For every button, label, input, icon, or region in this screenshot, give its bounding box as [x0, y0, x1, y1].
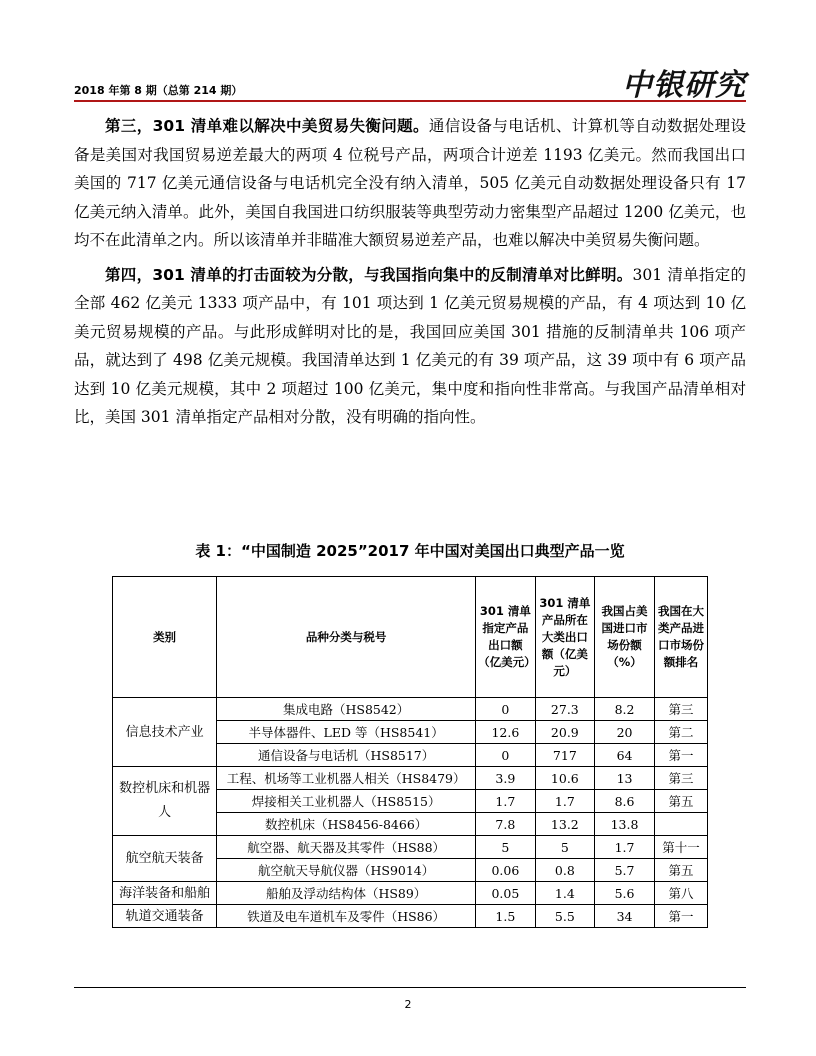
page-number: 2	[404, 998, 412, 1011]
brand-logo: 中银研究	[622, 68, 746, 103]
rank-cell: 第三	[654, 767, 707, 790]
category-cell: 数控机床和机器人	[113, 767, 217, 836]
paragraph-body: 通信设备与电话机、计算机等自动数据处理设备是美国对我国贸易逆差最大的两项 4 位税号产品，两项合计逆差 1193 亿美元。然而我国出口美国的 717 亿美元通信设备与电话机完全没有纳入清单，505 亿美元自动数据处理设备只有 17 亿美元纳入清单。此外，美国自我国进口纺织服装等典型劳动力密集型产品超过 1200 亿美元，也均不在此清单之内。所以该清单并非瞄准大额贸易逆差产品，也难以解决中美贸易失衡问题。	[74, 117, 746, 249]
value-cell: 20	[595, 721, 655, 744]
header-category-export: 301 清单产品所在大类出口额（亿美元）	[535, 577, 594, 698]
body-text	[74, 112, 746, 438]
paragraph-lead: 第四，301 清单的打击面较为分散，与我国指向集中的反制清单对比鲜明。	[105, 265, 633, 284]
value-cell: 1.7	[595, 836, 655, 859]
table-header-row	[113, 577, 708, 698]
value-cell: 0	[476, 698, 535, 721]
product-cell: 航空航天导航仪器（HS9014）	[217, 859, 476, 882]
rank-cell: 第一	[654, 744, 707, 767]
value-cell: 3.9	[476, 767, 535, 790]
rank-cell: 第五	[654, 859, 707, 882]
value-cell: 1.5	[476, 905, 535, 928]
value-cell: 13	[595, 767, 655, 790]
value-cell: 7.8	[476, 813, 535, 836]
header-category: 类别	[113, 577, 217, 698]
footer-divider	[74, 987, 746, 988]
value-cell: 34	[595, 905, 655, 928]
value-cell: 8.2	[595, 698, 655, 721]
value-cell: 5	[535, 836, 594, 859]
rank-cell: 第八	[654, 882, 707, 905]
product-cell: 通信设备与电话机（HS8517）	[217, 744, 476, 767]
product-cell: 半导体器件、LED 等（HS8541）	[217, 721, 476, 744]
product-cell: 焊接相关工业机器人（HS8515）	[217, 790, 476, 813]
product-cell: 航空器、航天器及其零件（HS88）	[217, 836, 476, 859]
product-cell: 铁道及电车道机车及零件（HS86）	[217, 905, 476, 928]
value-cell: 717	[535, 744, 594, 767]
table-row	[113, 767, 708, 790]
table-row	[113, 905, 708, 928]
paragraph-third-point	[74, 112, 746, 255]
category-cell: 信息技术产业	[113, 698, 217, 767]
rank-cell: 第三	[654, 698, 707, 721]
value-cell: 5.5	[535, 905, 594, 928]
table-row	[113, 882, 708, 905]
value-cell: 0.06	[476, 859, 535, 882]
value-cell: 13.2	[535, 813, 594, 836]
header-share-rank: 我国在大类产品进口市场份额排名	[654, 577, 707, 698]
value-cell: 5.6	[595, 882, 655, 905]
value-cell: 27.3	[535, 698, 594, 721]
value-cell: 5	[476, 836, 535, 859]
value-cell: 0.8	[535, 859, 594, 882]
value-cell: 13.8	[595, 813, 655, 836]
value-cell: 20.9	[535, 721, 594, 744]
paragraph-lead: 第三，301 清单难以解决中美贸易失衡问题。	[105, 117, 429, 135]
table-row	[113, 836, 708, 859]
value-cell: 0.05	[476, 882, 535, 905]
header-divider	[74, 100, 746, 102]
table-title: 表 1：“中国制造 2025”2017 年中国对美国出口典型产品一览	[195, 542, 625, 560]
product-cell: 工程、机场等工业机器人相关（HS8479）	[217, 767, 476, 790]
page-header	[74, 60, 746, 103]
product-cell: 船舶及浮动结构体（HS89）	[217, 882, 476, 905]
products-table	[112, 576, 708, 928]
value-cell: 64	[595, 744, 655, 767]
value-cell: 0	[476, 744, 535, 767]
issue-label: 2018 年第 8 期（总第 214 期）	[74, 84, 243, 97]
paragraph-fourth-point	[74, 261, 746, 432]
value-cell: 10.6	[535, 767, 594, 790]
product-cell: 数控机床（HS8456-8466）	[217, 813, 476, 836]
value-cell: 1.7	[476, 790, 535, 813]
category-cell: 轨道交通装备	[113, 905, 217, 928]
header-market-share: 我国占美国进口市场份额（%）	[595, 577, 655, 698]
value-cell: 1.7	[535, 790, 594, 813]
category-cell: 海洋装备和船舶	[113, 882, 217, 905]
value-cell: 5.7	[595, 859, 655, 882]
paragraph-body: 301 清单指定的全部 462 亿美元 1333 项产品中，有 101 项达到 1 亿美元贸易规模的产品，有 4 项达到 10 亿美元贸易规模的产品。与此形成鲜明对比的是，我国回应美国 301 措施的反制清单共 106 项产品，就达到了 498 亿美元规模。我国清单达到 1 亿美元的有 39 项产品，这 39 项中有 6 项产品达到 10 亿美元规模，其中 2 项超过 100 亿美元，集中度和指向性非常高。与我国产品清单相对比，美国 301 清单指定产品相对分散，没有明确的指向性。	[74, 265, 746, 426]
header-product: 品种分类与税号	[217, 577, 476, 698]
value-cell: 12.6	[476, 721, 535, 744]
value-cell: 8.6	[595, 790, 655, 813]
rank-cell: 第十一	[654, 836, 707, 859]
category-cell: 航空航天装备	[113, 836, 217, 882]
rank-cell: 第五	[654, 790, 707, 813]
rank-cell: 第一	[654, 905, 707, 928]
value-cell: 1.4	[535, 882, 594, 905]
rank-cell: 第二	[654, 721, 707, 744]
table-row	[113, 698, 708, 721]
product-cell: 集成电路（HS8542）	[217, 698, 476, 721]
rank-cell	[654, 813, 707, 836]
header-301-export: 301 清单指定产品出口额（亿美元）	[476, 577, 535, 698]
